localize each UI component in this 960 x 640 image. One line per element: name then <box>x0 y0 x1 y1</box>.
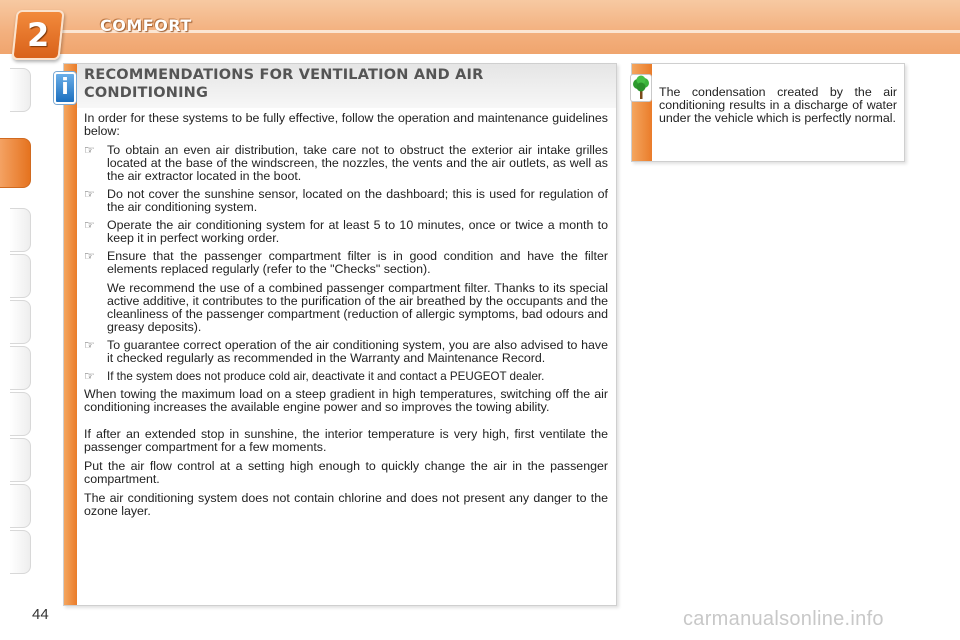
arrow-right-icon: ☞ <box>84 187 95 201</box>
eco-note-text: The condensation created by the air conditioning results in a discharge of water under the vehicle which is perfectly normal. <box>659 85 897 125</box>
filter-note: We recommend the use of a combined passenger compartment filter. Thanks to its special active additive, it contributes to the purification of the air breathed by the occupants and the cleanliness of the passenger compartment (reduction of allergic symptoms, bad odours and greasy deposits). <box>107 281 608 334</box>
section-title: COMFORT <box>100 16 192 35</box>
intro-text: In order for these systems to be fully effective, follow the operation and maintenance guidelines below: <box>84 111 608 138</box>
towing-paragraph: When towing the maximum load on a steep gradient in high temperatures, switching off the air conditioning increases the available engine power and so improves the towing ability. <box>84 387 608 414</box>
chapter-tab-1[interactable] <box>10 68 31 112</box>
arrow-right-icon: ☞ <box>84 143 95 157</box>
chapter-tab-8[interactable] <box>10 438 31 482</box>
info-icon: i <box>54 72 76 104</box>
chapter-tab-4[interactable] <box>10 254 31 298</box>
chapter-number: 2 <box>26 16 50 54</box>
watermark: carmanualsonline.info <box>683 608 884 630</box>
chapter-tab-2-active[interactable] <box>0 138 31 188</box>
chapter-tab-7[interactable] <box>10 392 31 436</box>
chapter-tabs <box>0 62 34 582</box>
air-flow-paragraph: Put the air flow control at a setting high enough to quickly change the air in the passenger compartment. <box>84 459 608 486</box>
guidelines-list <box>84 144 608 383</box>
chapter-tab-5[interactable] <box>10 300 31 344</box>
chapter-badge <box>11 10 64 60</box>
chapter-tab-3[interactable] <box>10 208 31 252</box>
list-item: ☞ To guarantee correct operation of the air conditioning system, you are also advised to have it checked regularly as recommended in the Warranty and Maintenance Record. <box>84 338 608 365</box>
panel-accent-stripe <box>64 64 77 605</box>
panel-content <box>84 112 608 524</box>
list-item: ☞ If the system does not produce cold air, deactivate it and contact a PEUGEOT dealer. <box>84 369 545 383</box>
ozone-paragraph: The air conditioning system does not contain chlorine and does not present any danger to the ozone layer. <box>84 491 608 518</box>
arrow-right-icon: ☞ <box>84 249 95 263</box>
list-item: ☞ To obtain an even air distribution, take care not to obstruct the exterior air intake grilles located at the base of the windscreen, the nozzles, the vents and the air outlets, as well as the air extractor located in the boot. <box>84 143 608 183</box>
list-item: ☞ Do not cover the sunshine sensor, located on the dashboard; this is used for regulation of the air conditioning system. <box>84 187 608 214</box>
panel-title: RECOMMENDATIONS FOR VENTILATION AND AIR CONDITIONING <box>84 67 484 101</box>
chapter-tab-10[interactable] <box>10 530 31 574</box>
arrow-right-icon: ☞ <box>84 218 95 232</box>
header-divider <box>60 30 960 33</box>
list-item: ☞ Ensure that the passenger compartment filter is in good condition and have the filter elements replaced regularly (refer to the "Checks" section). We recommend the use of a combined passenger compartment filter. Thanks to its special active additive, it contributes to the purification of the air breathed by the occupants and the cleanliness of the passenger compartment (reduction of allergic symptoms, bad odours and greasy deposits). <box>84 249 608 334</box>
page-number: 44 <box>32 606 49 623</box>
tree-icon <box>630 74 652 102</box>
list-item: ☞ Operate the air conditioning system for at least 5 to 10 minutes, once or twice a month to keep it in perfect working order. <box>84 218 608 245</box>
chapter-tab-9[interactable] <box>10 484 31 528</box>
sunshine-paragraph: If after an extended stop in sunshine, the interior temperature is very high, first ventilate the passenger compartment for a few moments. <box>84 427 608 454</box>
chapter-tab-6[interactable] <box>10 346 31 390</box>
arrow-right-icon: ☞ <box>84 369 95 383</box>
arrow-right-icon: ☞ <box>84 338 95 352</box>
